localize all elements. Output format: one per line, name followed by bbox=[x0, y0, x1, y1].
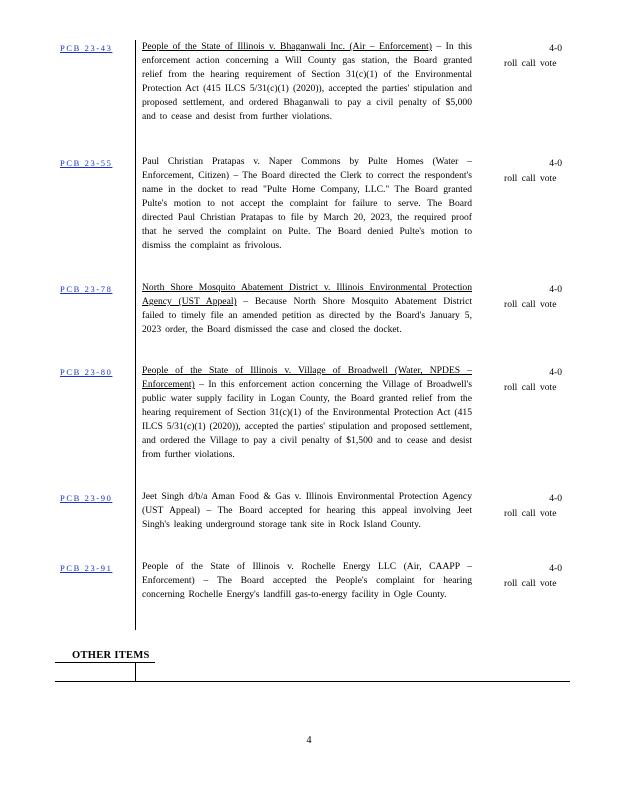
section-heading-underline bbox=[55, 662, 155, 663]
vote-count: 4-0 bbox=[549, 493, 562, 504]
page-number: 4 bbox=[306, 735, 312, 746]
vote-type: roll call vote bbox=[504, 58, 557, 69]
entry-description bbox=[142, 40, 472, 124]
case-title: People of the State of Illinois v. Village of Broadwell (Water, NPDES – Enforcement) bbox=[142, 365, 472, 390]
case-number-link[interactable]: PCB 23-90 bbox=[60, 493, 113, 503]
column-divider bbox=[135, 40, 136, 630]
vote-type: roll call vote bbox=[504, 578, 557, 589]
section-heading: OTHER ITEMS bbox=[72, 650, 150, 661]
entry-description bbox=[142, 281, 472, 337]
section-column-divider bbox=[135, 662, 136, 682]
entry-description bbox=[142, 490, 472, 532]
case-summary: Jeet Singh d/b/a Aman Food & Gas v. Illinois Environmental Protection Agency (UST Appeal) – The Board accepted for hearing this appeal involving Jeet Singh's leaking underground storage tank site in Rock Island County. bbox=[142, 491, 472, 530]
vote-type: roll call vote bbox=[504, 173, 557, 184]
vote-type: roll call vote bbox=[504, 508, 557, 519]
case-title: People of the State of Illinois v. Bhaganwali Inc. (Air – Enforcement) bbox=[142, 41, 432, 52]
vote-count: 4-0 bbox=[549, 158, 562, 169]
vote-type: roll call vote bbox=[504, 299, 557, 310]
vote-type: roll call vote bbox=[504, 382, 557, 393]
vote-count: 4-0 bbox=[549, 43, 562, 54]
case-number-link[interactable]: PCB 23-43 bbox=[60, 43, 113, 53]
case-summary: – In this enforcement action concerning the Village of Broadwell's public water supply facility in Logan County, the Board granted relief from the hearing requirement of Section 31(c)(1) of the Environmental Protection Act (415 ILCS 5/31(c)(1) (2020)), accepted the parties' stipulation and proposed settlement, and ordered the Village to pay a civil penalty of $1,500 and to cease and desist from further violations. bbox=[142, 379, 472, 460]
case-title: North Shore Mosquito Abatement District v. Illinois Environmental Protection Agency (UST Appeal) bbox=[142, 282, 472, 307]
case-summary: – Because North Shore Mosquito Abatement District failed to timely file an amended petition as directed by the Board's January 5, 2023 order, the Board dismissed the case and closed the docket. bbox=[142, 296, 472, 335]
case-summary: Paul Christian Pratapas v. Naper Commons by Pulte Homes (Water – Enforcement, Citizen) – The Board directed the Clerk to correct the respondent's name in the docket to read "Pulte Home Company, LLC." The Board granted Pulte's motion to not accept the complaint for failure to serve. The Board directed Paul Christian Pratapas to file by March 20, 2023, the required proof that he served the complaint on Pulte. The Board denied Pulte's motion to dismiss the complaint as frivolous. bbox=[142, 156, 472, 251]
entry-description bbox=[142, 364, 472, 462]
case-number-link[interactable]: PCB 23-91 bbox=[60, 563, 113, 573]
entry-description bbox=[142, 155, 472, 253]
case-summary: – In this enforcement action concerning a Will County gas station, the Board granted relief from the hearing requirement of Section 31(c)(1) of the Environmental Protection Act (415 ILCS 5/31(c)(1) (2020)), accepted the parties' stipulation and proposed settlement, and ordered Bhaganwali to pay a civil penalty of $5,000 and to cease and desist from further violations. bbox=[142, 41, 472, 122]
vote-count: 4-0 bbox=[549, 563, 562, 574]
vote-count: 4-0 bbox=[549, 284, 562, 295]
vote-count: 4-0 bbox=[549, 367, 562, 378]
case-number-link[interactable]: PCB 23-80 bbox=[60, 367, 113, 377]
case-number-link[interactable]: PCB 23-55 bbox=[60, 158, 113, 168]
entry-description bbox=[142, 560, 472, 602]
case-number-link[interactable]: PCB 23-78 bbox=[60, 284, 113, 294]
table-bottom-rule bbox=[55, 681, 570, 682]
case-summary: People of the State of Illinois v. Rochelle Energy LLC (Air, CAAPP – Enforcement) – The Board accepted the People's complaint for hearing concerning Rochelle Energy's landfill gas-to-energy facility in Ogle County. bbox=[142, 561, 472, 600]
